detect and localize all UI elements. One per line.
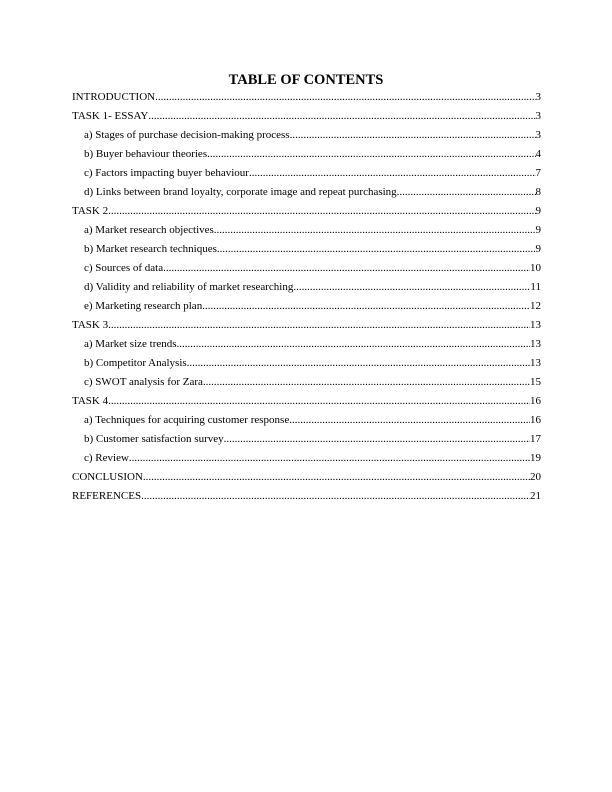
- toc-dot-leader: [148, 107, 535, 126]
- toc-page-number: 17: [530, 433, 541, 445]
- toc-page-number: 13: [530, 319, 541, 331]
- toc-entry-label: a) Market research objectives: [84, 224, 214, 236]
- toc-page-number: 16: [530, 395, 541, 407]
- toc-entry[interactable]: [72, 183, 541, 202]
- toc-entry[interactable]: [72, 88, 541, 107]
- toc-entry[interactable]: [72, 145, 541, 164]
- toc-dot-leader: [290, 126, 536, 145]
- toc-page-number: 8: [535, 186, 541, 198]
- toc-entry-label: a) Market size trends: [84, 338, 177, 350]
- toc-entry[interactable]: [72, 126, 541, 145]
- toc-list: [72, 88, 541, 506]
- toc-entry[interactable]: [72, 316, 541, 335]
- toc-entry[interactable]: [72, 449, 541, 468]
- toc-entry-label: a) Techniques for acquiring customer response: [84, 414, 290, 426]
- toc-dot-leader: [163, 259, 530, 278]
- toc-entry-label: c) Factors impacting buyer behaviour: [84, 167, 249, 179]
- toc-entry-label: d) Links between brand loyalty, corporate image and repeat purchasing: [84, 186, 397, 198]
- toc-entry[interactable]: [72, 202, 541, 221]
- toc-title: TABLE OF CONTENTS: [228, 72, 384, 88]
- toc-page-number: 19: [530, 452, 541, 464]
- toc-page-number: 9: [535, 205, 541, 217]
- toc-page-number: 13: [530, 338, 541, 350]
- toc-entry-label: b) Competitor Analysis: [84, 357, 187, 369]
- toc-dot-leader: [155, 88, 535, 107]
- toc-page-number: 3: [535, 129, 541, 141]
- toc-dot-leader: [289, 411, 530, 430]
- toc-page-number: 10: [530, 262, 541, 274]
- toc-dot-leader: [108, 202, 535, 221]
- toc-entry[interactable]: [72, 373, 541, 392]
- toc-page-number: 13: [530, 357, 541, 369]
- toc-entry[interactable]: [72, 259, 541, 278]
- toc-entry-label: TASK 4: [72, 395, 109, 407]
- toc-page-number: 9: [535, 224, 541, 236]
- toc-entry[interactable]: [72, 335, 541, 354]
- toc-entry-label: TASK 1- ESSAY: [72, 110, 149, 122]
- toc-entry[interactable]: [72, 107, 541, 126]
- toc-entry-label: b) Customer satisfaction survey: [84, 433, 224, 445]
- toc-entry[interactable]: [72, 354, 541, 373]
- toc-entry[interactable]: [72, 221, 541, 240]
- toc-dot-leader: [207, 145, 535, 164]
- toc-entry-label: TASK 2: [72, 205, 109, 217]
- toc-page-number: 4: [535, 148, 541, 160]
- toc-page-number: 16: [530, 414, 541, 426]
- toc-entry[interactable]: [72, 278, 541, 297]
- toc-entry[interactable]: [72, 487, 541, 506]
- toc-page-number: 11: [530, 281, 541, 293]
- toc-entry-label: INTRODUCTION: [72, 91, 156, 103]
- toc-entry-label: a) Stages of purchase decision-making process: [84, 129, 290, 141]
- toc-page-number: 3: [535, 110, 541, 122]
- toc-entry-label: b) Market research techniques: [84, 243, 217, 255]
- toc-dot-leader: [129, 449, 530, 468]
- toc-dot-leader: [224, 430, 530, 449]
- toc-entry[interactable]: [72, 392, 541, 411]
- toc-page-number: 20: [530, 471, 541, 483]
- toc-entry-label: e) Marketing research plan: [84, 300, 203, 312]
- toc-page-number: 3: [535, 91, 541, 103]
- toc-page-number: 15: [530, 376, 541, 388]
- toc-dot-leader: [202, 297, 530, 316]
- toc-dot-leader: [203, 373, 530, 392]
- toc-dot-leader: [293, 278, 530, 297]
- toc-dot-leader: [217, 240, 536, 259]
- toc-dot-leader: [214, 221, 536, 240]
- toc-entry-label: c) SWOT analysis for Zara: [84, 376, 203, 388]
- toc-entry-label: TASK 3: [72, 319, 109, 331]
- toc-entry[interactable]: [72, 164, 541, 183]
- toc-dot-leader: [177, 335, 530, 354]
- toc-page-number: 21: [530, 490, 541, 502]
- toc-page-number: 7: [535, 167, 541, 179]
- toc-entry-label: c) Review: [84, 452, 129, 464]
- toc-dot-leader: [141, 487, 530, 506]
- toc-page-number: 9: [535, 243, 541, 255]
- toc-dot-leader: [187, 354, 530, 373]
- toc-dot-leader: [249, 164, 536, 183]
- toc-entry[interactable]: [72, 430, 541, 449]
- toc-page-number: 12: [530, 300, 541, 312]
- toc-dot-leader: [108, 392, 530, 411]
- toc-dot-leader: [397, 183, 536, 202]
- toc-entry[interactable]: [72, 297, 541, 316]
- toc-entry-label: c) Sources of data: [84, 262, 164, 274]
- toc-dot-leader: [108, 316, 530, 335]
- toc-entry[interactable]: [72, 468, 541, 487]
- toc-entry[interactable]: [72, 240, 541, 259]
- toc-dot-leader: [143, 468, 530, 487]
- toc-entry-label: b) Buyer behaviour theories: [84, 148, 208, 160]
- toc-entry-label: CONCLUSION: [72, 471, 143, 483]
- toc-entry-label: d) Validity and reliability of market researching: [84, 281, 294, 293]
- toc-entry-label: REFERENCES: [72, 490, 142, 502]
- toc-entry[interactable]: [72, 411, 541, 430]
